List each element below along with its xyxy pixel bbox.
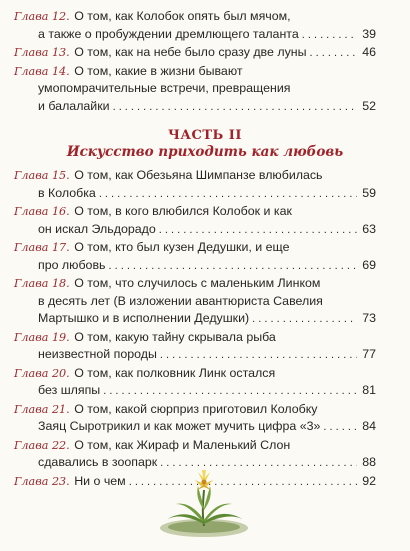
leader-dots (113, 99, 357, 117)
page-number: 81 (362, 383, 376, 397)
chapter-title-text: О том, как полковник Линк остался (74, 365, 276, 380)
toc-entry (14, 329, 376, 365)
toc-entry-line (14, 346, 376, 365)
toc-entry-line (14, 293, 376, 311)
toc-entry-line (14, 437, 376, 455)
leader-dots (323, 419, 357, 437)
page-number: 63 (362, 221, 376, 236)
chapter-title-text: умопомрачительные встречи, превращения (38, 81, 291, 95)
toc-entry-line (14, 98, 376, 117)
chapter-title-text: О том, какой сюрприз приготовил Колобку (74, 401, 318, 416)
page-number: 59 (362, 185, 376, 200)
chapter-title-text: в десять лет (В изложении авантюриста Савелия (38, 293, 323, 308)
toc-entry-line (14, 310, 376, 329)
chapter-label: Глава 21. (14, 402, 70, 416)
chapter-label: Глава 15. (14, 169, 70, 182)
toc-entry-line (14, 63, 376, 81)
chapter-label: Глава 12. (14, 10, 70, 23)
chapter-title-text: в Колобка (38, 185, 96, 200)
chapter-title-text: сдавались в зоопарк (38, 455, 158, 469)
toc-entry (14, 203, 376, 239)
leader-dots (310, 45, 357, 63)
toc-entry-line (14, 167, 376, 185)
chapter-label: Глава 23. (14, 474, 70, 488)
part-subtitle: Искусство приходить как любовь (66, 144, 344, 160)
toc-entry-line (14, 382, 376, 401)
toc-entry-line (14, 221, 376, 240)
page-number: 77 (362, 347, 376, 361)
page-number: 69 (362, 257, 376, 272)
chapter-label: Глава 22. (14, 438, 70, 452)
page-number: 88 (362, 455, 376, 469)
chapter-title-text: О том, в кого влюбился Колобок и как (74, 204, 292, 218)
toc-entry-line (14, 365, 376, 383)
leader-dots (160, 347, 357, 365)
toc-entry (14, 63, 376, 117)
chapter-title-text: а также о пробуждении дремлющего таланта (38, 26, 299, 41)
chapter-title-text: и балалайки (38, 98, 110, 113)
page-number: 73 (362, 311, 376, 325)
part-title: ЧАСТЬ II (168, 128, 242, 143)
toc-entry (14, 239, 376, 275)
toc-entry-line (14, 203, 376, 221)
toc-entry (14, 8, 376, 44)
page-number: 46 (362, 45, 376, 59)
toc-entry-line (14, 185, 376, 204)
leader-dots (252, 311, 357, 329)
chapter-label: Глава 14. (14, 64, 70, 78)
leader-dots (108, 258, 357, 276)
chapter-label: Глава 19. (14, 330, 70, 344)
chapter-title-text: О том, что случилось с маленьким Линком (74, 276, 321, 290)
toc-entry (14, 275, 376, 329)
chapter-title-text: про любовь (38, 257, 106, 272)
chapter-title-text: О том, как Жираф и Маленький Слон (74, 437, 291, 452)
leader-dots (99, 186, 357, 204)
toc-entry-line (14, 401, 376, 419)
chapter-title-text: Ни о чем (74, 473, 126, 488)
chapter-title-text: О том, как Обезьяна Шимпанзе влюбилась (74, 168, 323, 182)
chapter-label: Глава 16. (14, 205, 70, 218)
toc-section-top (14, 8, 376, 116)
chapter-title-text: О том, как Колобок опять был мячом, (74, 9, 291, 23)
chapter-title-text: О том, как на небе было сразу две луны (74, 45, 307, 59)
leader-dots (159, 222, 357, 240)
toc-entry-line (14, 26, 376, 45)
toc-entry (14, 167, 376, 203)
chapter-label: Глава 13. (14, 46, 70, 59)
chapter-title-text: О том, какие в жизни бывают (74, 63, 243, 78)
toc-entry (14, 44, 376, 63)
toc-entry-line (14, 257, 376, 276)
chapter-title-text: неизвестной породы (38, 347, 157, 361)
page-number: 39 (362, 26, 376, 41)
chapter-title-text: О том, кто был кузен Дедушки, и еще (74, 240, 290, 254)
leader-dots (302, 27, 357, 45)
chapter-title-text: О том, какую тайну скрывала рыба (74, 329, 276, 344)
chapter-title-text: Мартышко и в исполнении Дедушки) (38, 311, 250, 325)
toc-entry-line (14, 8, 376, 26)
chapter-label: Глава 20. (14, 366, 70, 380)
toc-entry (14, 401, 376, 437)
toc-entry-line (14, 80, 376, 98)
page-number: 92 (362, 473, 376, 488)
toc-entry-line (14, 239, 376, 257)
chapter-label: Глава 17. (14, 241, 70, 254)
toc-entry-line (14, 44, 376, 63)
flower-illustration (158, 464, 250, 538)
chapter-title-text: без шляпы (38, 383, 101, 397)
page-number: 52 (362, 98, 376, 113)
toc-entry-line (14, 329, 376, 347)
leader-dots (103, 383, 357, 401)
toc-entry-line (14, 418, 376, 437)
toc-entry-line (14, 275, 376, 293)
page-number: 84 (362, 419, 376, 433)
chapter-label: Глава 18. (14, 277, 70, 290)
chapter-title-text: Заяц Сыротрикил и как может мучить цифра «3» (38, 419, 321, 433)
toc-section-bottom (14, 167, 376, 491)
toc-entry (14, 365, 376, 401)
chapter-title-text: он искал Эльдорадо (38, 221, 156, 236)
